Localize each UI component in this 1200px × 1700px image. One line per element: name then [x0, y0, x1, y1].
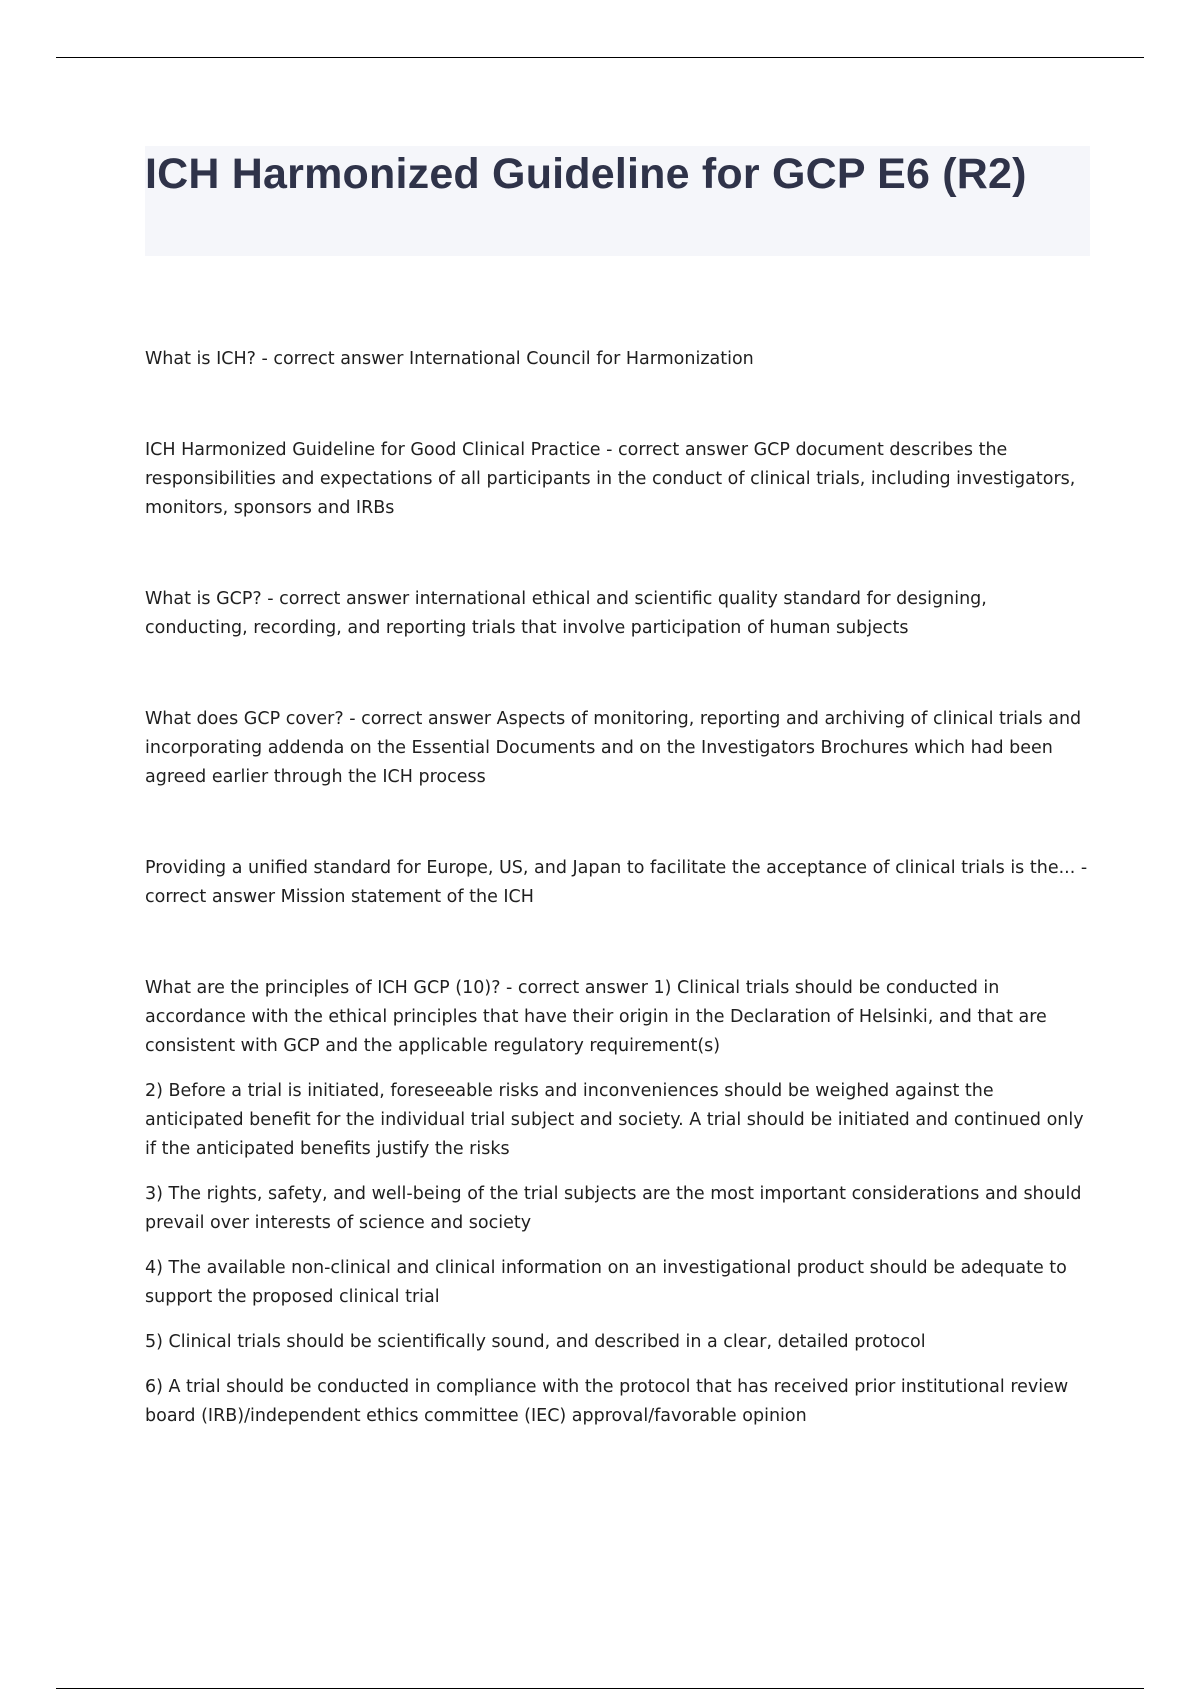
principle-item: 2) Before a trial is initiated, foreseeable risks and inconveniences should be weighed against the anticipated benefit for the individual trial subject and society. A trial should be initiated and continued only if the anticipated benefits justify the risks: [145, 1081, 1084, 1159]
principles-question: What are the principles of ICH GCP (10)? - correct answer 1) Clinical trials should be conducted in accordance with the ethical principles that have their origin in the Declaration of Helsinki, and that are consistent with GCP and the applicable regulatory requirement(s): [145, 978, 1047, 1056]
top-divider: [56, 57, 1144, 58]
principle-item: 6) A trial should be conducted in compliance with the protocol that has received prior institutional review board (IRB)/independent ethics committee (IEC) approval/favorable opinion: [145, 1377, 1069, 1426]
principle-item: 3) The rights, safety, and well-being of the trial subjects are the most important considerations and should prevail over interests of science and society: [145, 1184, 1082, 1233]
title-banner: [145, 146, 1090, 256]
document-body: [145, 345, 1095, 1431]
page-title: ICH Harmonized Guideline for GCP E6 (R2): [145, 150, 1027, 198]
qa-entry: Providing a unified standard for Europe, US, and Japan to facilitate the acceptance of clinical trials is the... - correct answer Mission statement of the ICH: [145, 858, 1088, 907]
qa-entry: What is ICH? - correct answer International Council for Harmonization: [145, 349, 754, 369]
principle-item: 5) Clinical trials should be scientifically sound, and described in a clear, detailed protocol: [145, 1332, 926, 1352]
principle-item: 4) The available non-clinical and clinical information on an investigational product should be adequate to support the proposed clinical trial: [145, 1258, 1067, 1307]
qa-entry: ICH Harmonized Guideline for Good Clinical Practice - correct answer GCP document describes the responsibilities and expectations of all participants in the conduct of clinical trials, including investigators, monitors, sponsors and IRBs: [145, 440, 1076, 518]
qa-entry: What is GCP? - correct answer international ethical and scientific quality standard for designing, conducting, recording, and reporting trials that involve participation of human subjects: [145, 589, 987, 638]
qa-entry: What does GCP cover? - correct answer Aspects of monitoring, reporting and archiving of clinical trials and incorporating addenda on the Essential Documents and on the Investigators Brochures which had been agreed earlier through the ICH process: [145, 709, 1082, 787]
bottom-divider: [56, 1688, 1144, 1689]
